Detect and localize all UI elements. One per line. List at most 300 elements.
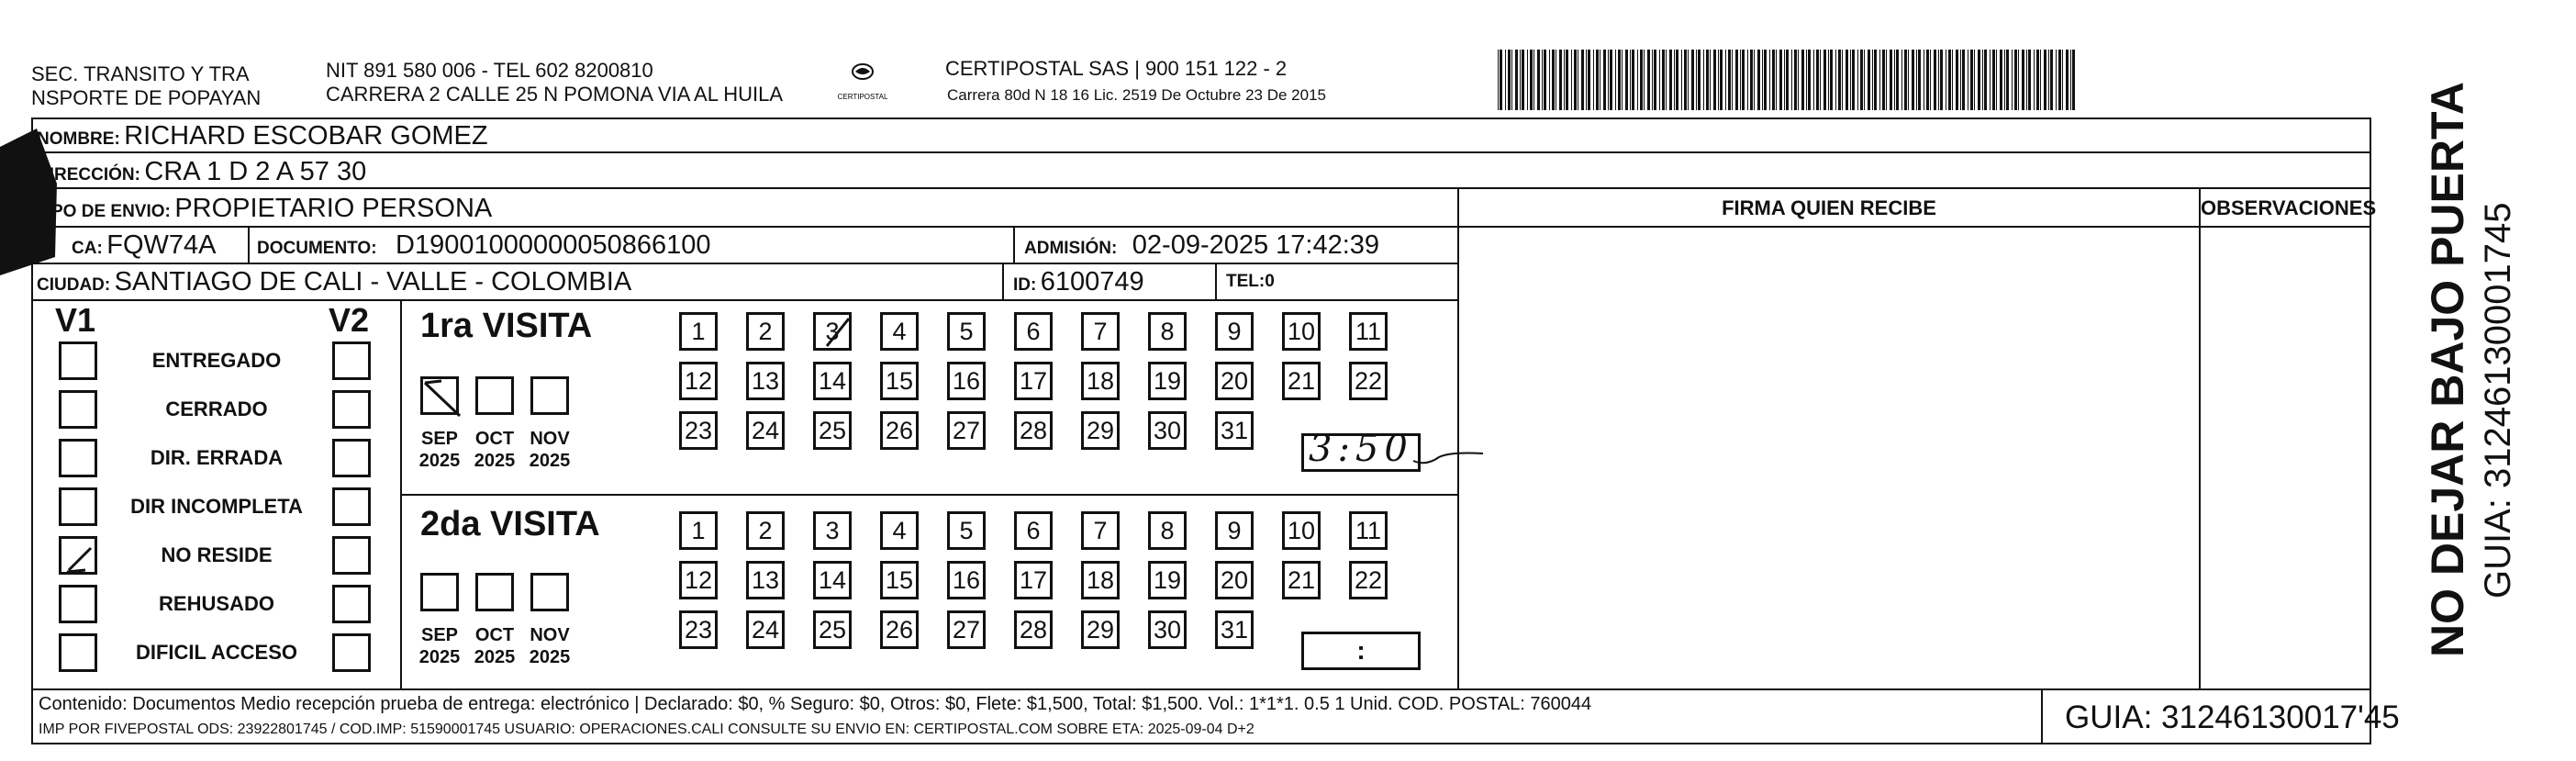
barcode-bar (1926, 50, 1929, 110)
barcode-bar (1901, 50, 1902, 110)
barcode-bar (1916, 50, 1917, 110)
barcode-bar (1596, 50, 1599, 110)
barcode-bar (1732, 50, 1733, 110)
barcode-bar (2066, 50, 2069, 110)
second-visit-day-box[interactable]: 1 (679, 511, 718, 550)
barcode-bar (1801, 50, 1804, 110)
barcode-bar (1625, 50, 1628, 110)
second-visit-day-box[interactable]: 14 (813, 561, 852, 599)
barcode-bar (1938, 50, 1939, 110)
status-v1-checkbox[interactable] (59, 390, 97, 429)
barcode-bar (1842, 50, 1843, 110)
barcode-bar (2014, 50, 2017, 110)
barcode-bar (1681, 50, 1682, 110)
signature-header: FIRMA QUIEN RECIBE (1722, 196, 1936, 219)
status-label: NO RESIDE (161, 543, 273, 566)
barcode-bar (1960, 50, 1961, 110)
barcode-bar (1659, 50, 1660, 110)
barcode-bar (1508, 50, 1511, 110)
barcode-bar (2048, 50, 2049, 110)
barcode-bar (2056, 50, 2057, 110)
plate-cell (72, 230, 216, 264)
barcode-bar (1688, 50, 1689, 110)
barcode-bar (1791, 50, 1792, 110)
barcode-bar (1930, 50, 1931, 110)
barcode-bar (1559, 50, 1562, 110)
second-visit-day-box[interactable]: 23 (679, 610, 718, 649)
name-label: NOMBRE: (37, 129, 120, 149)
id-value: 6100749 (1040, 267, 1144, 297)
status-v1-checkbox[interactable] (59, 536, 97, 575)
status-v1-checkbox[interactable] (59, 439, 97, 477)
barcode-bar (1820, 50, 1821, 110)
plate-label: CA: (72, 239, 103, 258)
barcode-bar (1852, 50, 1855, 110)
second-visit-day-box[interactable]: 22 (1349, 561, 1388, 599)
second-visit-time-field[interactable]: : (1301, 632, 1421, 670)
name-value: RICHARD ESCOBAR GOMEZ (124, 121, 488, 151)
barcode-bar (1872, 50, 1873, 110)
barcode-bar (1615, 50, 1616, 110)
first-visit-day-box[interactable]: 25 (813, 411, 852, 450)
status-v1-checkbox[interactable] (59, 633, 97, 672)
certipostal-logo-icon (837, 59, 888, 108)
barcode-bar (1713, 50, 1716, 110)
second-visit-day-box[interactable]: 2 (746, 511, 785, 550)
first-visit-day-box[interactable]: 23 (679, 411, 718, 450)
admission-label: ADMISIÓN: (1024, 239, 1118, 258)
side-warning-wrap (2423, 82, 2472, 657)
svg-text:CERTIPOSTAL: CERTIPOSTAL (837, 93, 888, 101)
side-warning: NO DEJAR BAJO PUERTA (2422, 82, 2473, 657)
barcode-bar (1644, 50, 1645, 110)
contents-line: Contenido: Documentos Medio recepción prueba de entrega: electrónico | Declarado: $0, % Seguro: $0, Otros: $0, Flete: $1,500, Total: $1,500. Vol.: 1*1*1. 0.5 1 Unid. COD. POSTAL: 760044 (39, 694, 1592, 714)
tel-cell (1226, 267, 1275, 297)
barcode-bar (1982, 50, 1983, 110)
status-v2-checkbox[interactable] (332, 439, 371, 477)
barcode-bar (1896, 50, 1899, 110)
barcode-bar (2058, 50, 2061, 110)
barcode-bar (1838, 50, 1841, 110)
second-visit-day-box[interactable]: 16 (947, 561, 986, 599)
second-visit-month-label: NOV 2025 (529, 625, 571, 667)
barcode-bar (1784, 50, 1785, 110)
barcode-bar (1886, 50, 1887, 110)
shipment-type-value: PROPIETARIO PERSONA (174, 194, 493, 223)
second-visit-day-box[interactable]: 13 (746, 561, 785, 599)
second-visit-day-box[interactable]: 15 (880, 561, 919, 599)
barcode-bar (1742, 50, 1745, 110)
barcode-bar (1835, 50, 1836, 110)
courier-license: Carrera 80d N 18 16 Lic. 2519 De Octubre 23 De 2015 (947, 86, 1326, 104)
barcode-bar (1588, 50, 1590, 110)
barcode-bar (1974, 50, 1975, 110)
barcode-bar (1706, 50, 1709, 110)
plate-value: FQW74A (106, 230, 217, 260)
barcode-bar (1647, 50, 1650, 110)
barcode-bar (1552, 50, 1555, 110)
barcode-bar (1776, 50, 1777, 110)
barcode-bar (1703, 50, 1704, 110)
first-visit-day-box[interactable]: 10 (1282, 312, 1321, 351)
barcode-bar (1520, 50, 1521, 110)
address-line: CARRERA 2 CALLE 25 N POMONA VIA AL HUILA (326, 83, 784, 106)
barcode-bar (1698, 50, 1701, 110)
first-visit-day-box[interactable]: 29 (1081, 411, 1120, 450)
barcode-bar (1593, 50, 1594, 110)
status-label: ENTREGADO (151, 349, 282, 372)
handwritten-stroke-icon (1413, 444, 1487, 472)
barcode-bar (1498, 50, 1499, 110)
day-check-icon (816, 315, 854, 360)
barcode-bar (1772, 50, 1775, 110)
first-visit-title: 1ra VISITA (420, 307, 593, 345)
barcode-bar (1747, 50, 1748, 110)
id-cell (1013, 267, 1144, 301)
admission-value: 02-09-2025 17:42:39 (1132, 230, 1380, 260)
barcode-bar (1515, 50, 1518, 110)
first-visit-day-box[interactable]: 8 (1148, 312, 1187, 351)
status-label: DIFICIL ACCESO (135, 641, 297, 664)
second-visit-day-box[interactable]: 8 (1148, 511, 1187, 550)
second-visit-month-label: OCT 2025 (474, 625, 516, 667)
first-visit-day-box[interactable]: 15 (880, 362, 919, 400)
barcode-bar (1786, 50, 1789, 110)
barcode-bar (1912, 50, 1914, 110)
address-row (37, 157, 366, 191)
barcode-bar (1962, 50, 1965, 110)
first-visit-day-box[interactable]: 18 (1081, 362, 1120, 400)
first-visit-day-box[interactable]: 24 (746, 411, 785, 450)
barcode-bar (1990, 50, 1991, 110)
barcode-bar (1652, 50, 1653, 110)
second-visit-day-box[interactable]: 7 (1081, 511, 1120, 550)
barcode-bar (2028, 50, 2031, 110)
barcode-bar (1992, 50, 1995, 110)
second-visit-day-box[interactable]: 6 (1014, 511, 1053, 550)
barcode-bar (1728, 50, 1731, 110)
barcode-bar (2036, 50, 2039, 110)
second-visit-month-label: SEP 2025 (418, 625, 461, 667)
barcode-bar (1720, 50, 1723, 110)
first-visit-day-box[interactable]: 11 (1349, 312, 1388, 351)
second-visit-day-box[interactable]: 21 (1282, 561, 1321, 599)
status-v1-checkbox[interactable] (59, 487, 97, 526)
barcode-bar (2040, 50, 2041, 110)
barcode-bar (1544, 50, 1546, 110)
second-visit-day-box[interactable]: 9 (1215, 511, 1254, 550)
second-visit-title: 2da VISITA (420, 505, 600, 543)
status-v1-checkbox[interactable] (59, 585, 97, 623)
address-label: DIRECCIÓN: (37, 165, 140, 185)
barcode-bar (2062, 50, 2063, 110)
print-line: IMP POR FIVEPOSTAL ODS: 23922801745 / COD.IMP: 51590001745 USUARIO: OPERACIONES.CALI CONSULTE SU ENVIO EN: CERTIPOSTAL.COM SOBRE ETA: 2025-09-04 D+2 (39, 722, 1255, 737)
barcode-bar (1564, 50, 1565, 110)
barcode-bar (1794, 50, 1797, 110)
barcode-bar (1894, 50, 1895, 110)
barcode-bar (1666, 50, 1667, 110)
barcode-bar (1846, 50, 1848, 110)
second-visit-day-box[interactable]: 19 (1148, 561, 1187, 599)
city-cell (37, 267, 631, 301)
barcode-bar (1868, 50, 1870, 110)
barcode-bar (1676, 50, 1678, 110)
city-value: SANTIAGO DE CALI - VALLE - COLOMBIA (114, 267, 632, 297)
document-label: DOCUMENTO: (257, 239, 377, 258)
status-v2-checkbox[interactable] (332, 487, 371, 526)
barcode-bar (1691, 50, 1694, 110)
barcode-bar (1750, 50, 1753, 110)
agency-line-2: NSPORTE DE POPAYAN (31, 86, 262, 109)
second-visit-day-box[interactable]: 26 (880, 610, 919, 649)
barcode-bar (1996, 50, 1997, 110)
second-visit-day-box[interactable]: 20 (1215, 561, 1254, 599)
barcode-bar (1622, 50, 1623, 110)
first-visit-day-box[interactable]: 2 (746, 312, 785, 351)
barcode-bar (1610, 50, 1612, 110)
status-label: CERRADO (165, 397, 268, 420)
barcode-bar (2034, 50, 2035, 110)
barcode-bar (1740, 50, 1741, 110)
first-visit-day-box[interactable]: 31 (1215, 411, 1254, 450)
barcode-bar (1654, 50, 1656, 110)
barcode-bar (1816, 50, 1819, 110)
barcode-bar (1952, 50, 1953, 110)
first-visit-day-box[interactable]: 12 (679, 362, 718, 400)
nit-line: NIT 891 580 006 - TEL 602 8200810 (326, 59, 653, 82)
second-visit-day-box[interactable]: 24 (746, 610, 785, 649)
barcode-bar (1542, 50, 1543, 110)
barcode-bar (1874, 50, 1877, 110)
status-v1-checkbox[interactable] (59, 341, 97, 380)
barcode-bar (1762, 50, 1763, 110)
first-visit-day-box[interactable]: 22 (1349, 362, 1388, 400)
first-visit-month-checkbox[interactable] (420, 376, 459, 415)
barcode-bar (1718, 50, 1719, 110)
barcode-bar (1948, 50, 1951, 110)
barcode-bar (1806, 50, 1807, 110)
barcode-bar (1640, 50, 1643, 110)
second-visit-day-box[interactable]: 29 (1081, 610, 1120, 649)
first-visit-day-box[interactable]: 3 (813, 312, 852, 351)
first-visit-day-box[interactable]: 5 (947, 312, 986, 351)
first-visit-day-box[interactable]: 30 (1148, 411, 1187, 450)
second-visit-day-box[interactable]: 5 (947, 511, 986, 550)
tel-value: 0 (1265, 272, 1275, 291)
barcode-bar (1586, 50, 1587, 110)
barcode-bar (1662, 50, 1665, 110)
barcode-bar (2018, 50, 2019, 110)
barcode-bar (1511, 50, 1512, 110)
courier-name: CERTIPOSTAL SAS | 900 151 122 - 2 (945, 57, 1288, 80)
barcode-bar (1934, 50, 1936, 110)
barcode-bar (1764, 50, 1767, 110)
barcode-bar (1882, 50, 1885, 110)
barcode-bar (1904, 50, 1907, 110)
status-label: DIR. ERRADA (150, 446, 284, 469)
barcode-bar (1574, 50, 1577, 110)
barcode-bar (1618, 50, 1621, 110)
second-visit-day-box[interactable]: 27 (947, 610, 986, 649)
barcode-bar (1549, 50, 1550, 110)
barcode-bar (1940, 50, 1943, 110)
first-visit-day-box[interactable]: 19 (1148, 362, 1187, 400)
barcode-bar (2044, 50, 2046, 110)
first-visit-day-box[interactable]: 4 (880, 312, 919, 351)
barcode-bar (1828, 50, 1829, 110)
barcode-bar (2070, 50, 2071, 110)
status-v2-checkbox[interactable] (332, 536, 371, 575)
barcode-bar (2004, 50, 2005, 110)
barcode-bar (1571, 50, 1572, 110)
barcode-bar (1908, 50, 1909, 110)
barcode-bar (2072, 50, 2075, 110)
second-visit-day-box[interactable]: 12 (679, 561, 718, 599)
status-v2-checkbox[interactable] (332, 341, 371, 380)
barcode-bar (1566, 50, 1568, 110)
barcode-bar (1830, 50, 1833, 110)
barcode-bar (1522, 50, 1524, 110)
second-visit-day-box[interactable]: 3 (813, 511, 852, 550)
city-label: CIUDAD: (37, 275, 111, 295)
barcode-bar (1581, 50, 1584, 110)
barcode-bar (1725, 50, 1726, 110)
document-cell (257, 230, 711, 264)
barcode-bar (1769, 50, 1770, 110)
observations-header: OBSERVACIONES (2201, 196, 2377, 219)
second-visit-month-checkbox[interactable] (475, 573, 514, 611)
barcode-bar (1630, 50, 1631, 110)
second-visit-day-box[interactable]: 10 (1282, 511, 1321, 550)
barcode-bar (2012, 50, 2013, 110)
barcode-icon (1498, 50, 2076, 110)
first-visit-month-label: OCT 2025 (474, 429, 516, 471)
barcode-bar (2006, 50, 2009, 110)
barcode-bar (1984, 50, 1987, 110)
barcode-bar (1637, 50, 1638, 110)
second-visit-day-box[interactable]: 30 (1148, 610, 1187, 649)
shipment-type-row (51, 194, 492, 228)
barcode-bar (1754, 50, 1755, 110)
first-visit-day-box[interactable]: 28 (1014, 411, 1053, 450)
first-visit-month-label: NOV 2025 (529, 429, 571, 471)
first-visit-month-checkbox[interactable] (475, 376, 514, 415)
first-visit-day-box[interactable]: 7 (1081, 312, 1120, 351)
barcode-bar (1632, 50, 1634, 110)
first-visit-time-handwritten: 3:50 (1309, 428, 1413, 470)
status-label: DIR INCOMPLETA (130, 495, 303, 518)
check-slash-icon (423, 379, 462, 418)
status-v2-checkbox[interactable] (332, 633, 371, 672)
barcode-bar (1684, 50, 1687, 110)
first-visit-month-checkbox[interactable] (530, 376, 569, 415)
barcode-bar (1860, 50, 1863, 110)
barcode-bar (1879, 50, 1880, 110)
second-visit-day-box[interactable]: 11 (1349, 511, 1388, 550)
footer-guia: GUIA: 31246130017'45 (2065, 699, 2400, 735)
second-visit-day-box[interactable]: 25 (813, 610, 852, 649)
barcode-bar (1500, 50, 1502, 110)
barcode-bar (2026, 50, 2027, 110)
first-visit-day-box[interactable]: 17 (1014, 362, 1053, 400)
barcode-bar (1823, 50, 1826, 110)
barcode-bar (1603, 50, 1606, 110)
second-visit-day-box[interactable]: 18 (1081, 561, 1120, 599)
first-visit-day-box[interactable]: 14 (813, 362, 852, 400)
barcode-bar (1850, 50, 1851, 110)
barcode-bar (1757, 50, 1760, 110)
barcode-bar (1735, 50, 1738, 110)
barcode-bar (1696, 50, 1697, 110)
barcode-bar (1970, 50, 1973, 110)
first-visit-day-box[interactable]: 26 (880, 411, 919, 450)
status-label: REHUSADO (159, 592, 274, 615)
agency-line-1: SEC. TRANSITO Y TRA (31, 62, 250, 85)
barcode-bar (1669, 50, 1672, 110)
tel-label: TEL: (1226, 272, 1266, 291)
barcode-bar (1527, 50, 1528, 110)
barcode-bar (1674, 50, 1675, 110)
first-visit-month-label: SEP 2025 (418, 429, 461, 471)
barcode-bar (1890, 50, 1892, 110)
name-row (37, 121, 488, 155)
first-visit-day-box[interactable]: 21 (1282, 362, 1321, 400)
second-visit-day-box[interactable]: 31 (1215, 610, 1254, 649)
barcode-bar (1978, 50, 1980, 110)
barcode-bar (1808, 50, 1811, 110)
first-visit-day-box[interactable]: 27 (947, 411, 986, 450)
address-value: CRA 1 D 2 A 57 30 (144, 157, 367, 186)
barcode-bar (2000, 50, 2002, 110)
first-visit-day-box[interactable]: 16 (947, 362, 986, 400)
first-visit-day-box[interactable]: 6 (1014, 312, 1053, 351)
side-guia-wrap (2478, 203, 2518, 599)
barcode-bar (1918, 50, 1921, 110)
barcode-bar (2022, 50, 2024, 110)
barcode-bar (1864, 50, 1865, 110)
status-v2-checkbox[interactable] (332, 390, 371, 429)
barcode-bar (2050, 50, 2053, 110)
first-visit-day-box[interactable]: 13 (746, 362, 785, 400)
second-visit-day-box[interactable]: 4 (880, 511, 919, 550)
document-value: D19001000000050866100 (396, 230, 711, 260)
barcode-bar (1813, 50, 1814, 110)
barcode-bar (1505, 50, 1506, 110)
side-guia: GUIA: 31246130001745 (2478, 202, 2518, 599)
v2-header: V2 (329, 301, 370, 339)
barcode-bar (1530, 50, 1533, 110)
second-visit-day-box[interactable]: 28 (1014, 610, 1053, 649)
barcode-bar (1710, 50, 1711, 110)
status-v2-checkbox[interactable] (332, 585, 371, 623)
barcode-bar (1537, 50, 1540, 110)
barcode-bar (1798, 50, 1799, 110)
v1-header: V1 (55, 301, 96, 339)
first-visit-day-box[interactable]: 20 (1215, 362, 1254, 400)
second-visit-month-checkbox[interactable] (420, 573, 459, 611)
id-label: ID: (1013, 275, 1037, 295)
second-visit-day-box[interactable]: 17 (1014, 561, 1053, 599)
barcode-bar (1857, 50, 1858, 110)
barcode-bar (1779, 50, 1782, 110)
first-visit-day-box[interactable]: 9 (1215, 312, 1254, 351)
shipment-type-label: PO DE ENVIO: (51, 202, 171, 221)
checkmark-icon (61, 539, 100, 577)
second-visit-month-checkbox[interactable] (530, 573, 569, 611)
first-visit-day-box[interactable]: 1 (679, 312, 718, 351)
barcode-bar (1608, 50, 1609, 110)
barcode-bar (1956, 50, 1958, 110)
